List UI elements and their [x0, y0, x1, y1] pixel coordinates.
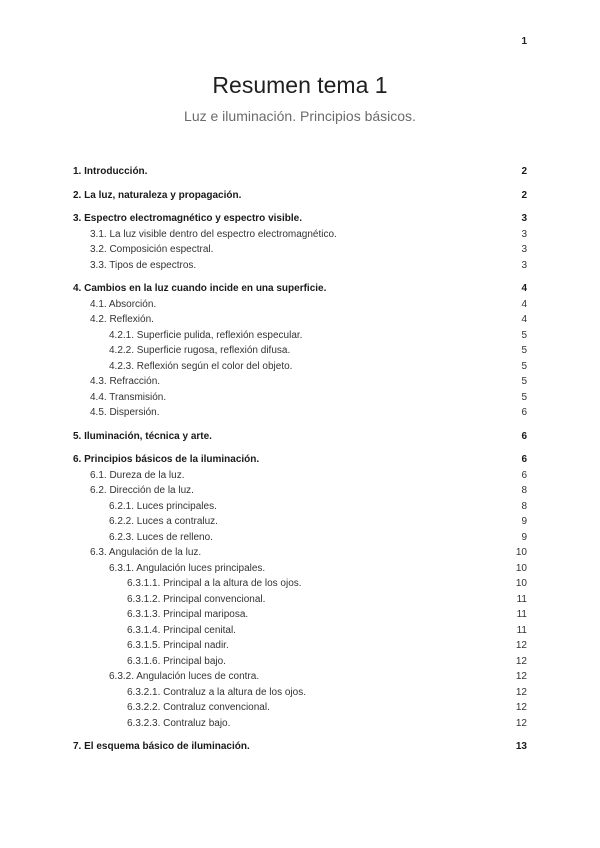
toc-entry-page: 8 [521, 485, 527, 496]
toc-entry-page: 3 [521, 213, 527, 224]
toc-entry-label: 3.2. Composición espectral. [90, 244, 214, 255]
toc-entry[interactable] [73, 242, 527, 258]
toc-entry-page: 2 [521, 166, 527, 177]
toc-entry[interactable] [73, 530, 527, 546]
toc-entry[interactable] [73, 638, 527, 654]
toc-entry-page: 12 [515, 671, 527, 682]
toc-entry[interactable] [73, 312, 527, 328]
toc-entry-page: 12 [515, 686, 527, 698]
table-of-contents [73, 164, 527, 755]
toc-entry[interactable] [73, 429, 527, 445]
toc-entry-label: 6.3.1.3. Principal mariposa. [127, 609, 249, 620]
toc-entry-label: 6.3.1.6. Principal bajo. [127, 655, 226, 667]
toc-entry-page: 5 [521, 376, 527, 387]
toc-entry[interactable] [73, 607, 527, 623]
toc-entry-page: 12 [515, 702, 527, 713]
toc-entry-label: 6.2.1. Luces principales. [109, 500, 217, 512]
toc-entry[interactable] [73, 685, 527, 701]
toc-entry[interactable] [73, 545, 527, 561]
toc-entry-page: 5 [521, 391, 527, 403]
toc-entry[interactable] [73, 739, 527, 755]
toc-entry[interactable] [73, 211, 527, 227]
toc-entry-page: 11 [516, 609, 527, 620]
toc-entry[interactable] [73, 654, 527, 670]
toc-entry-page: 3 [521, 244, 527, 255]
toc-entry[interactable] [73, 576, 527, 592]
document-title: Resumen tema 1 [212, 72, 388, 98]
toc-entry-label: 4.2. Reflexión. [90, 314, 154, 325]
toc-entry-page: 9 [521, 516, 527, 527]
toc-entry-label: 6.1. Dureza de la luz. [90, 469, 185, 481]
toc-entry-label: 6. Principios básicos de la iluminación. [73, 454, 260, 465]
toc-entry[interactable] [73, 561, 527, 577]
toc-entry-label: 6.3.2.3. Contraluz bajo. [127, 717, 231, 729]
toc-entry-label: 6.3.2. Angulación luces de contra. [109, 671, 260, 682]
toc-entry[interactable] [73, 258, 527, 274]
toc-entry-label: 6.3.1.4. Principal cenital. [127, 624, 236, 636]
toc-entry-label: 4.4. Transmisión. [90, 391, 167, 403]
toc-entry[interactable] [73, 390, 527, 406]
toc-entry-label: 6.3.1.1. Principal a la altura de los ojos. [127, 578, 302, 589]
toc-entry-label: 7. El esquema básico de iluminación. [73, 741, 250, 752]
toc-entry-label: 4.3. Refracción. [90, 376, 161, 387]
toc-entry-label: 3. Espectro electromagnético y espectro visible. [73, 213, 302, 224]
toc-entry[interactable] [73, 328, 527, 344]
page-number: 1 [521, 36, 527, 47]
toc-entry[interactable] [73, 499, 527, 515]
toc-entry-page: 12 [515, 640, 527, 651]
toc-entry-label: 6.3.2.1. Contraluz a la altura de los ojos. [127, 686, 306, 698]
toc-entry[interactable] [73, 623, 527, 639]
toc-entry-page: 12 [515, 655, 527, 667]
toc-entry[interactable] [73, 227, 527, 243]
toc-entry[interactable] [73, 281, 527, 297]
toc-entry-label: 6.3.1. Angulación luces principales. [109, 562, 266, 574]
toc-entry-label: 6.2.2. Luces a contraluz. [109, 516, 218, 527]
toc-entry-page: 12 [515, 717, 527, 729]
toc-entry[interactable] [73, 716, 527, 732]
toc-entry-label: 3.3. Tipos de espectros. [90, 259, 197, 271]
toc-entry-page: 10 [515, 578, 527, 589]
toc-entry-page: 5 [521, 360, 527, 372]
toc-entry-page: 3 [521, 228, 527, 240]
toc-entry[interactable] [73, 343, 527, 359]
toc-entry-page: 4 [521, 314, 527, 325]
toc-entry-page: 4 [521, 298, 527, 310]
toc-entry-page: 3 [521, 259, 527, 271]
toc-entry-page: 11 [516, 593, 527, 605]
toc-entry-page: 6 [521, 430, 527, 442]
toc-entry-label: 3.1. La luz visible dentro del espectro electromagnético. [90, 228, 337, 240]
toc-entry-page: 10 [515, 547, 527, 558]
toc-entry[interactable] [73, 452, 527, 468]
toc-entry-page: 13 [515, 741, 527, 752]
toc-entry-label: 6.3.1.2. Principal convencional. [127, 593, 266, 605]
document-subtitle: Luz e iluminación. Principios básicos. [184, 108, 416, 124]
toc-entry-label: 6.3.1.5. Principal nadir. [127, 640, 229, 651]
toc-entry-page: 2 [521, 189, 527, 201]
toc-entry[interactable] [73, 297, 527, 313]
toc-entry-label: 6.2. Dirección de la luz. [90, 485, 194, 496]
toc-entry[interactable] [73, 669, 527, 685]
toc-entry[interactable] [73, 514, 527, 530]
toc-entry-label: 4. Cambios en la luz cuando incide en una superficie. [73, 283, 327, 294]
toc-entry-label: 1. Introducción. [73, 166, 148, 177]
toc-entry-label: 4.2.2. Superficie rugosa, reflexión difusa. [109, 345, 291, 356]
toc-entry-page: 5 [521, 329, 527, 341]
toc-entry[interactable] [73, 468, 527, 484]
toc-entry-page: 10 [515, 562, 527, 574]
toc-entry-label: 5. Iluminación, técnica y arte. [73, 430, 212, 442]
toc-entry-page: 11 [516, 624, 527, 636]
toc-entry-label: 6.3. Angulación de la luz. [90, 547, 202, 558]
toc-entry-label: 4.5. Dispersión. [90, 407, 160, 418]
toc-entry-page: 9 [521, 531, 527, 543]
toc-entry-label: 6.2.3. Luces de relleno. [109, 531, 213, 543]
toc-entry[interactable] [73, 374, 527, 390]
toc-entry-label: 4.2.3. Reflexión según el color del objeto. [109, 360, 293, 372]
toc-entry[interactable] [73, 700, 527, 716]
toc-entry-page: 4 [521, 283, 527, 294]
toc-entry-label: 2. La luz, naturaleza y propagación. [73, 189, 242, 201]
toc-entry[interactable] [73, 483, 527, 499]
toc-entry-page: 6 [521, 407, 527, 418]
toc-entry[interactable] [73, 405, 527, 421]
toc-entry[interactable] [73, 359, 527, 375]
toc-entry[interactable] [73, 164, 527, 180]
toc-entry-page: 5 [521, 345, 527, 356]
toc-entry-page: 6 [521, 454, 527, 465]
toc-entry-label: 6.3.2.2. Contraluz convencional. [127, 702, 270, 713]
toc-entry-page: 8 [521, 500, 527, 512]
toc-entry-label: 4.1. Absorción. [90, 298, 157, 310]
toc-entry-label: 4.2.1. Superficie pulida, reflexión especular. [109, 329, 303, 341]
toc-entry-page: 6 [521, 469, 527, 481]
toc-entry[interactable] [73, 592, 527, 608]
toc-entry[interactable] [73, 188, 527, 204]
